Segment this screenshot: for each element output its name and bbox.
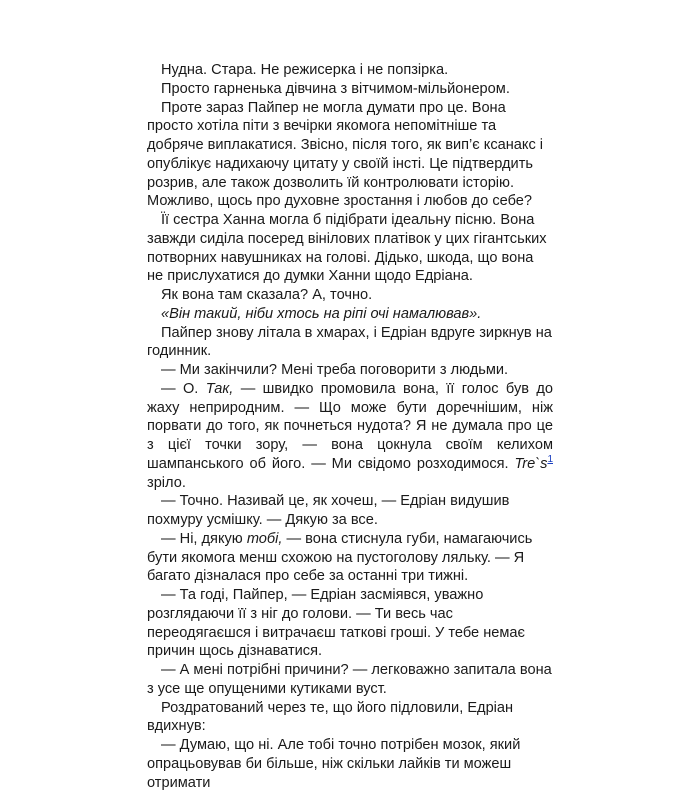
book-page (147, 61, 553, 792)
footnote-link[interactable]: 1 (547, 453, 553, 465)
dialogue-line: — Та годі, Пайпер, — Едріан засміявся, уважно розглядаючи її з ніг до голови. — Ти весь час переодягаєшся і витрачаєш таткові гроші. У тебе немає причин щось дізнаватися. (147, 587, 525, 660)
dialogue-line: — Ми закінчили? Мені треба поговорити з людьми. (161, 362, 509, 378)
italic-text: Так, (205, 380, 234, 397)
text-segment: — О. (161, 380, 206, 397)
dialogue-line (147, 530, 553, 586)
paragraph: Її сестра Ханна могла б підібрати ідеальну пісню. Вона завжди сиділа посеред вінілових платівок у цих гігантських потворних навушниках на голові. Дідько, шкода, що вона не прислухатися до думки Ханни щодо Едріана. (147, 212, 547, 285)
paragraph: Проте зараз Пайпер не могла думати про це. Вона просто хотіла піти з вечірки якомога непомітніше та добряче виплакатися. Звісно, після того, як вип’є ксанакс і опублікує надихаючу цитату у своїй інсті. Це підтвердить розрив, але також дозволить їй контролювати історію. Можливо, щось про духовне зростання і любов до себе? (147, 99, 544, 210)
dialogue-line: — А мені потрібні причини? — легковажно запитала вона з усе ще опущеними кутиками вуст. (147, 662, 552, 697)
text-segment: — швидко промовила вона, її голос був до жаху неприродним. — Що може бути доречнішим, ніж порвати до того, як почнеться нудота? Я не думала про це з цієї точки зору, — вона цокнула своїм келихом шампанського об його. — Ми свідомо розходимося. (147, 380, 553, 472)
paragraph: Як вона там сказала? А, точно. (161, 287, 373, 303)
dialogue-line (147, 380, 553, 493)
paragraph: Пайпер знову літала в хмарах, і Едріан вдруге зиркнув на годинник. (147, 324, 552, 360)
text-segment: — Ні, дякую (161, 530, 247, 547)
paragraph: Просто гарненька дівчина з вітчимом-мільйонером. (161, 80, 510, 97)
italic-quote: «Він такий, ніби хтось на ріпі очі намалював». (161, 305, 482, 322)
dialogue-line: — Точно. Називай це, як хочеш, — Едріан видушив похмуру усмішку. — Дякую за все. (147, 493, 510, 528)
paragraph: Нудна. Стара. Не режисерка і не попзірка. (161, 62, 449, 78)
paragraph: Роздратований через те, що його підловили, Едріан вдихнув: (147, 699, 514, 735)
dialogue-line: — Думаю, що ні. Але тобі точно потрібен мозок, який опрацьовував би більше, ніж скільки лайків ти можеш отримати (147, 737, 521, 791)
italic-text: Tre`s (514, 455, 548, 472)
text-segment: зріло. (147, 474, 186, 491)
italic-text: тобі, (246, 530, 283, 547)
text-segment: — вона стиснула губи, намагаючись бути якомога менш схожою на пустоголову ляльку. — Я багато дізналася про себе за останні три тижні. (147, 530, 533, 585)
